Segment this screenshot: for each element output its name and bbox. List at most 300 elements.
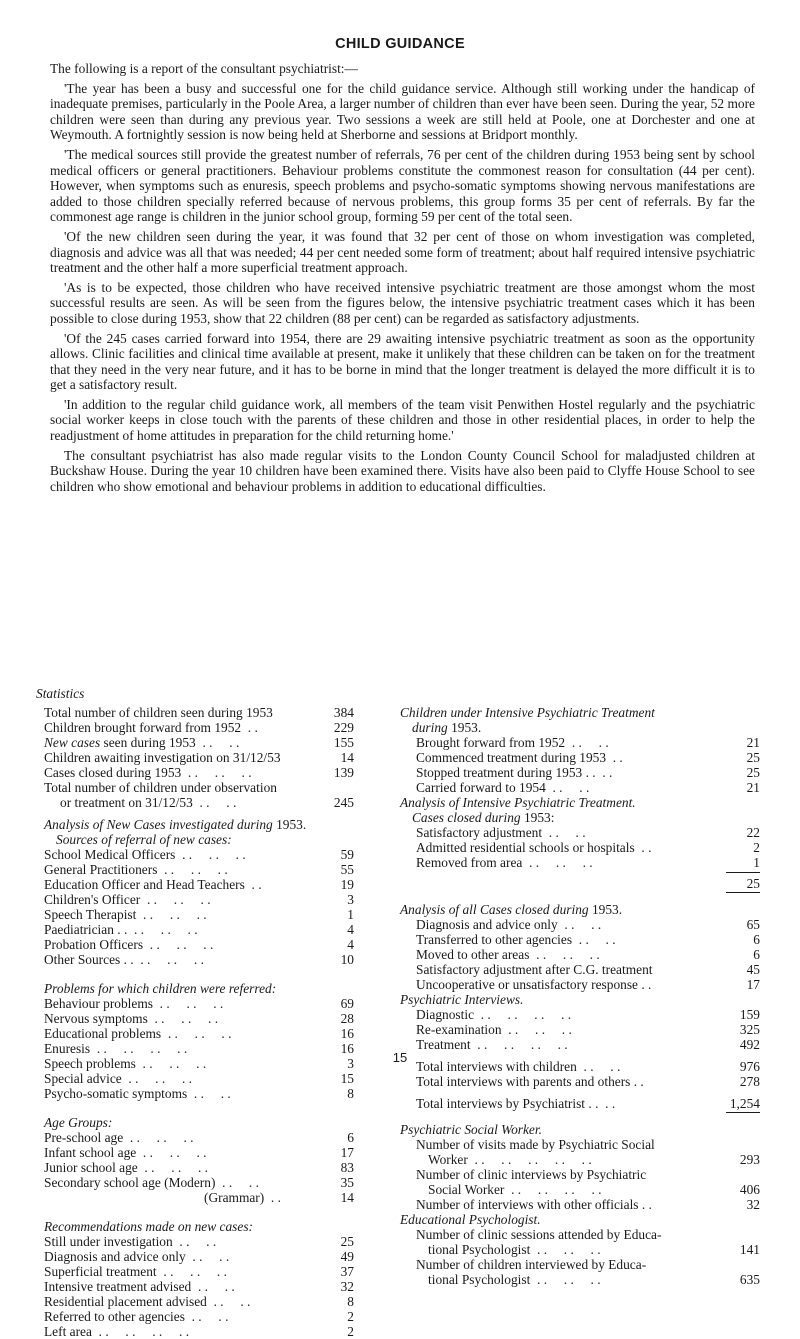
- intro-paragraph: 'As is to be expected, those children who have received intensive psychiatric treatment are those amongst whom the most successful results are seen. As will be seen from the figures below, the intensive psychiatric treatment cases which it has been possible to close during 1953, show that 22 children (88 per cent) can be regarded as satisfactory adjustments.: [50, 279, 755, 326]
- stat-label: [416, 1227, 661, 1242]
- stat-value: 32: [340, 1279, 354, 1294]
- stat-label: [44, 1130, 194, 1145]
- stat-row: [44, 795, 354, 810]
- stat-label: [428, 1272, 601, 1287]
- stat-row: [400, 825, 760, 840]
- stat-label-text: Social Worker: [428, 1182, 505, 1197]
- stat-value: 325: [739, 1022, 760, 1037]
- stat-row: [400, 962, 760, 977]
- age-heading: [44, 1115, 354, 1130]
- stat-label: [44, 847, 246, 862]
- stat-value: 2: [347, 1324, 354, 1339]
- stat-row: [44, 877, 354, 892]
- stat-value: 293: [739, 1152, 760, 1167]
- stat-row: [44, 1234, 354, 1249]
- stat-label-text: Superficial treatment: [44, 1264, 157, 1279]
- stat-value: 45: [746, 962, 760, 977]
- stat-row: [44, 937, 354, 952]
- stat-label-text: Psycho-somatic symptoms: [44, 1086, 188, 1101]
- stat-row: [44, 1264, 354, 1279]
- stat-value: 15: [340, 1071, 354, 1086]
- stat-value: 69: [340, 996, 354, 1011]
- stat-label-text: Education Officer and Head Teachers: [44, 877, 245, 892]
- stat-label-text: General Practitioners: [44, 862, 158, 877]
- leader-dots: . . . .: [184, 1309, 229, 1324]
- stat-value: 1: [347, 907, 354, 922]
- stat-row: [400, 1272, 760, 1287]
- sources-heading: [44, 832, 354, 847]
- stat-label: [44, 1086, 231, 1101]
- interviews-heading: [400, 992, 760, 1007]
- stat-label: [44, 922, 198, 937]
- stat-label-text: Behaviour problems: [44, 996, 153, 1011]
- spacer: [44, 967, 354, 981]
- stat-value: 1,254: [729, 1096, 760, 1111]
- stat-row: [400, 750, 760, 765]
- stat-value: 8: [347, 1086, 354, 1101]
- spacer: [400, 895, 760, 902]
- stat-label-text: Total interviews by Psychiatrist . .: [416, 1096, 599, 1111]
- stat-row: [400, 1182, 760, 1197]
- stat-row: [44, 1324, 354, 1339]
- stat-row: [44, 765, 354, 780]
- spacer: [44, 810, 354, 817]
- stat-value: 55: [340, 862, 354, 877]
- stat-row: [400, 1227, 760, 1242]
- stat-label-text: Speech Therapist: [44, 907, 137, 922]
- leader-dots: . . . .: [557, 917, 602, 932]
- closed-heading-text: Analysis of Intensive Psychiatric Treatment.: [400, 795, 636, 810]
- stat-value: 19: [340, 877, 354, 892]
- stat-label-text: Commenced treatment during 1953: [416, 750, 607, 765]
- total-rule: [400, 1111, 760, 1115]
- stat-label-text: Children awaiting investigation on 31/12/53: [44, 750, 281, 765]
- stat-label-text: Diagnostic: [416, 1007, 475, 1022]
- leader-dots: . . . .: [206, 1294, 251, 1309]
- leader-dots: . . . . . .: [133, 952, 204, 967]
- stat-row: [44, 1026, 354, 1041]
- leader-dots: . . . . . . . .: [470, 1037, 568, 1052]
- leader-dots: . . . . . .: [161, 1026, 232, 1041]
- stat-label: [44, 1279, 235, 1294]
- stat-label: [416, 735, 609, 750]
- stat-label: [44, 1294, 250, 1309]
- leader-dots: . . . .: [565, 735, 609, 750]
- stat-value: 976: [739, 1059, 760, 1074]
- leader-dots: . . . .: [191, 1279, 235, 1294]
- analysis-heading: [44, 817, 354, 832]
- stat-label: [44, 750, 281, 765]
- stat-label: [416, 750, 623, 765]
- stat-label-text: Total number of children seen during 1953: [44, 705, 273, 720]
- leader-dots: . . . .: [192, 795, 237, 810]
- stat-label-text: Satisfactory adjustment: [416, 825, 543, 840]
- heading-year: 1953.: [447, 720, 482, 735]
- leader-dots: . . . . . .: [152, 996, 224, 1011]
- intro-paragraph: 'The medical sources still provide the greatest number of referrals, 76 per cent of the children during 1953 being sent by school medical officers or general practitioners. Behaviour problems constitute the commonest reason for consultation (44 per cent). However, when symptoms such as enuresis, speech problems and psycho-somatic symptoms showing nervous manifestations are added to those children specially referred because of nervous problems, this group forms 35 per cent of referrals. By far the commonest age range is children in the junior school group, forming 59 per cent of the total seen.: [50, 146, 755, 225]
- leader-dots: . .: [244, 877, 262, 892]
- stat-row: [44, 996, 354, 1011]
- sources-heading-text: Sources of referral of new cases:: [56, 832, 232, 847]
- stat-value: 6: [347, 1130, 354, 1145]
- stat-label-text: Enuresis: [44, 1041, 91, 1056]
- stat-label-text: Admitted residential schools or hospitals: [416, 840, 635, 855]
- stat-label: [44, 720, 258, 735]
- leader-dots: . . . .: [172, 1234, 217, 1249]
- stat-label-text: Satisfactory adjustment after C.G. treatment: [416, 962, 653, 977]
- stat-label: [44, 877, 262, 892]
- stat-label: [416, 1167, 646, 1182]
- stat-label-text: tional Psychologist: [428, 1242, 531, 1257]
- stat-label: [44, 705, 273, 720]
- intro-paragraph: 'Of the 245 cases carried forward into 1954, there are 29 awaiting intensive psychiatric treatment as soon as the opportunity allows. Clinic facilities and clinical time available at present, make it unlikely that these children can be taken on for the treatment that they need in the very near future, and it has to be borne in mind that the longer treatment is delayed the more difficult it is to get a satisfactory result.: [50, 330, 755, 393]
- age-heading-text: Age Groups:: [44, 1115, 113, 1130]
- stat-label-text: Total number of children under observation: [44, 780, 277, 795]
- stat-label: [60, 795, 236, 810]
- stat-row: [44, 1279, 354, 1294]
- stat-row: [44, 907, 354, 922]
- stat-label: [44, 1145, 207, 1160]
- stat-label: [416, 1007, 571, 1022]
- leader-dots: . .: [598, 1096, 616, 1111]
- psw-heading-text: Psychiatric Social Worker.: [400, 1122, 542, 1137]
- stat-value: 6: [753, 947, 760, 962]
- stat-label-text: Worker: [428, 1152, 468, 1167]
- stat-value: 492: [739, 1037, 760, 1052]
- stat-label-text: Probation Officers: [44, 937, 144, 952]
- stat-value: 3: [347, 1056, 354, 1071]
- statistics-label: Statistics: [36, 686, 85, 701]
- intensive-heading: [400, 705, 760, 720]
- stat-value: 22: [746, 825, 760, 840]
- stat-value: 25: [746, 750, 760, 765]
- leader-dots: . . . . . .: [140, 892, 211, 907]
- stat-label-text: Number of children interviewed by Educa-: [416, 1257, 647, 1272]
- leader-dots: . . . . . . . .: [504, 1182, 602, 1197]
- stat-row: [400, 780, 760, 795]
- stat-label-text: Other Sources . .: [44, 952, 134, 967]
- stat-label-text: Stopped treatment during 1953 . .: [416, 765, 596, 780]
- stat-row: [400, 1022, 760, 1037]
- stat-value: 8: [347, 1294, 354, 1309]
- stat-value: 3: [347, 892, 354, 907]
- stat-label-text: Secondary school age (Modern): [44, 1175, 216, 1190]
- stat-label: [44, 1324, 189, 1339]
- stat-label-text: Removed from area: [416, 855, 523, 870]
- spacer: [400, 1089, 760, 1096]
- stat-row: [400, 1257, 760, 1272]
- stat-value: 2: [347, 1309, 354, 1324]
- leader-dots: . . . . . . . .: [474, 1007, 572, 1022]
- leader-dots: . . . .: [215, 1175, 259, 1190]
- stat-row: [44, 1130, 354, 1145]
- closed-heading: [400, 795, 760, 810]
- leader-dots: . . . . . . . . . .: [467, 1152, 592, 1167]
- leader-dots: . . . . . .: [136, 907, 207, 922]
- stat-label-text: Intensive treatment advised: [44, 1279, 192, 1294]
- stat-value: 83: [340, 1160, 354, 1175]
- left-statistics-column: [44, 705, 354, 1339]
- stat-label: [44, 1249, 229, 1264]
- stat-label: [44, 907, 207, 922]
- stat-label-text: (Grammar): [204, 1190, 265, 1205]
- stat-value: 1: [753, 855, 760, 870]
- leader-dots: . . . . . .: [181, 765, 252, 780]
- stat-value: 59: [340, 847, 354, 862]
- stat-row: [400, 1242, 760, 1257]
- leader-dots: . . . .: [545, 780, 590, 795]
- intro-text: [50, 61, 755, 498]
- stat-label-text: Paediatrician . .: [44, 922, 128, 937]
- stat-label-text: Special advice: [44, 1071, 122, 1086]
- stat-label: [428, 1182, 602, 1197]
- stat-row: [44, 720, 354, 735]
- stat-value: 159: [739, 1007, 760, 1022]
- intensive-heading-2-text: during: [412, 720, 448, 735]
- stat-label-text: Residential placement advised: [44, 1294, 207, 1309]
- leader-dots: . . . . . .: [136, 1145, 207, 1160]
- stat-row: [400, 917, 760, 932]
- stat-label: [428, 1242, 601, 1257]
- all-closed-heading-text: Analysis of all Cases closed during: [400, 902, 589, 917]
- stat-value: 406: [739, 1182, 760, 1197]
- leader-dots: . .: [264, 1190, 281, 1205]
- stat-label-text: Moved to other areas: [416, 947, 530, 962]
- leader-dots: . .: [241, 720, 258, 735]
- stat-label: [44, 937, 213, 952]
- leader-dots: . . . .: [187, 1086, 231, 1101]
- stat-row: [400, 1074, 760, 1089]
- stat-label: [204, 1190, 281, 1205]
- leader-dots: . . . . . .: [137, 1160, 209, 1175]
- leader-dots: . .: [634, 840, 652, 855]
- leader-dots: . . . . . .: [127, 922, 198, 937]
- leader-dots: . . . . . .: [135, 1056, 207, 1071]
- stat-label: [416, 1074, 644, 1089]
- stat-label: [44, 735, 239, 750]
- stat-label-text: School Medical Officers: [44, 847, 176, 862]
- stat-label-text: Re-examination: [416, 1022, 502, 1037]
- stat-value: 2: [753, 840, 760, 855]
- leader-dots: . . . .: [185, 1249, 230, 1264]
- stat-value: 35: [340, 1175, 354, 1190]
- stat-value: 25: [746, 765, 760, 780]
- leader-dots: . . . . . . . .: [91, 1324, 190, 1339]
- leader-dots: . . . . . .: [175, 847, 246, 862]
- stat-label-text: Number of clinic interviews by Psychiatric: [416, 1167, 647, 1182]
- interviews-heading-text: Psychiatric Interviews.: [400, 992, 524, 1007]
- psw-heading: [400, 1122, 760, 1137]
- intro-paragraph: The following is a report of the consultant psychiatrist:—: [50, 61, 358, 76]
- stat-label: [416, 1022, 572, 1037]
- stat-label: [44, 1175, 259, 1190]
- leader-dots: . . . . . .: [530, 1242, 601, 1257]
- stat-label: [416, 1257, 646, 1272]
- stat-row: [400, 932, 760, 947]
- stat-label-text: Nervous symptoms: [44, 1011, 148, 1026]
- stat-row: [44, 705, 354, 720]
- stat-label-text: Cases closed during 1953: [44, 765, 182, 780]
- intro-paragraph: 'Of the new children seen during the year, it was found that 32 per cent of those on whom investigation was completed, diagnosis and advice was all that was needed; 44 per cent needed some form of treatment; about half required intensive psychiatric treatment and the other half a more superficial treatment approach.: [50, 228, 755, 276]
- stat-value: 14: [340, 1190, 354, 1205]
- stat-label-text: Still under investigation: [44, 1234, 173, 1249]
- stat-row: [44, 1145, 354, 1160]
- stat-row: [44, 1160, 354, 1175]
- stat-row: [400, 977, 760, 992]
- leader-dots: . . . . . .: [156, 1264, 227, 1279]
- intro-paragraph: 'In addition to the regular child guidance work, all members of the team visit Penwithen Hostel regularly and the psychiatric social worker keeps in close touch with the parents of these children and those in other residential places, in order to help the readjustment of home attitudes in preparation for the child returning home.': [50, 396, 755, 444]
- stat-label: [416, 855, 593, 870]
- stat-row: [400, 1137, 760, 1152]
- stat-label: [416, 947, 600, 962]
- stat-row: [44, 952, 354, 967]
- stat-label-text: Children brought forward from 1952: [44, 720, 242, 735]
- recommend-heading: [44, 1219, 354, 1234]
- stat-label-text: Uncooperative or unsatisfactory response . .: [416, 977, 652, 992]
- stat-value: 37: [340, 1264, 354, 1279]
- stat-value: 17: [340, 1145, 354, 1160]
- stat-label-text: Total interviews with parents and others . .: [416, 1074, 644, 1089]
- stat-value: 155: [333, 735, 354, 750]
- closed-total-value: 25: [746, 876, 760, 891]
- leader-dots: . . . . . .: [147, 1011, 219, 1026]
- stat-label: [416, 765, 612, 780]
- stat-row: [44, 735, 354, 750]
- stat-row: [44, 750, 354, 765]
- stat-label-text: Educational problems: [44, 1026, 162, 1041]
- stat-value: 6: [753, 932, 760, 947]
- stat-row: [400, 1152, 760, 1167]
- stat-value: 21: [746, 780, 760, 795]
- heading-year: 1953.: [588, 902, 623, 917]
- stat-value: 16: [340, 1041, 354, 1056]
- stat-row: [44, 1071, 354, 1086]
- stat-value: 278: [739, 1074, 760, 1089]
- stat-label: [44, 996, 223, 1011]
- stat-value: 65: [746, 917, 760, 932]
- stat-label-text: Number of interviews with other officials . .: [416, 1197, 652, 1212]
- stat-value: 21: [746, 735, 760, 750]
- spacer: [44, 1101, 354, 1115]
- stat-label-text: Transferred to other agencies: [416, 932, 573, 947]
- closed-heading-2: [400, 810, 760, 825]
- stat-label: [428, 1152, 592, 1167]
- heading-year: 1953.: [272, 817, 307, 832]
- problems-heading-text: Problems for which children were referred:: [44, 981, 277, 996]
- stat-label-text: Number of visits made by Psychiatric Social: [416, 1137, 655, 1152]
- stat-label: [416, 1137, 655, 1152]
- stat-row: [400, 765, 760, 780]
- stat-row: [44, 847, 354, 862]
- stat-row: [44, 1249, 354, 1264]
- stat-label-text: Number of clinic sessions attended by Educa-: [416, 1227, 662, 1242]
- stat-label: [416, 977, 651, 992]
- stat-label-text: Left area: [44, 1324, 92, 1339]
- stat-value: 28: [340, 1011, 354, 1026]
- leader-dots: . . . . . .: [123, 1130, 194, 1145]
- stat-value: 245: [333, 795, 354, 810]
- intensive-heading-text: Children under Intensive Psychiatric Treatment: [400, 705, 655, 720]
- stat-value: 17: [746, 977, 760, 992]
- stat-value: 14: [340, 750, 354, 765]
- stat-label: [44, 952, 204, 967]
- stat-value: 384: [333, 705, 354, 720]
- stat-value: 4: [347, 922, 354, 937]
- stat-row: [44, 1309, 354, 1324]
- leader-dots: . . . . . .: [530, 1272, 601, 1287]
- stat-label-text: Speech problems: [44, 1056, 136, 1071]
- stat-row: [44, 1190, 354, 1205]
- stat-label: [416, 932, 616, 947]
- intro-paragraph: 'The year has been a busy and successful one for the child guidance service. Although still working under the handicap of inadequate premises, particularly in the Poole Area, a larger number of children than ever have been seen. During the year, 52 more children were seen than during any previous year. Two sessions a week are still held at Poole, one at Dorchester and one at Weymouth. A fortnightly session is now being held at Sherborne and sessions at Bridport monthly.: [50, 80, 755, 143]
- stat-row: [44, 1086, 354, 1101]
- stat-row: [44, 922, 354, 937]
- stat-label: [416, 1197, 652, 1212]
- stat-value: 141: [739, 1242, 760, 1257]
- leader-dots: . . . .: [572, 932, 616, 947]
- page-number: 15: [392, 1050, 408, 1065]
- stat-label-text: Total interviews with children: [416, 1059, 577, 1074]
- recommend-heading-text: Recommendations made on new cases:: [44, 1219, 253, 1234]
- stat-label: [416, 962, 653, 977]
- stat-row: [44, 1011, 354, 1026]
- stat-label-text: Infant school age: [44, 1145, 137, 1160]
- leader-dots: . . . .: [195, 735, 240, 750]
- right-statistics-column: [400, 705, 760, 1287]
- stat-row: [44, 892, 354, 907]
- stat-row: [44, 1294, 354, 1309]
- closed-heading-2-text: Cases closed during: [412, 810, 521, 825]
- leader-dots: . .: [606, 750, 623, 765]
- stat-label: [44, 892, 211, 907]
- stat-row: [400, 735, 760, 750]
- stat-label-text: Diagnosis and advice only: [44, 1249, 186, 1264]
- leader-dots: . . . . . .: [157, 862, 228, 877]
- stat-row: [44, 1175, 354, 1190]
- stat-label: [416, 840, 651, 855]
- stat-label: [44, 1264, 227, 1279]
- leader-dots: . . . . . .: [522, 855, 593, 870]
- leader-dots: . . . . . .: [501, 1022, 572, 1037]
- edpsych-heading: [400, 1212, 760, 1227]
- stat-label-text: Carried forward to 1954: [416, 780, 546, 795]
- stat-row: [400, 1197, 760, 1212]
- heading-year: 1953:: [520, 810, 555, 825]
- stat-value: 49: [340, 1249, 354, 1264]
- stat-value: 10: [340, 952, 354, 967]
- analysis-heading-text: Analysis of New Cases investigated during: [44, 817, 273, 832]
- stat-label: [44, 1160, 208, 1175]
- stat-value: 635: [739, 1272, 760, 1287]
- page-title: CHILD GUIDANCE: [335, 36, 465, 52]
- stat-label-text: Junior school age: [44, 1160, 138, 1175]
- stat-row: [400, 1007, 760, 1022]
- edpsych-heading-text: Educational Psychologist.: [400, 1212, 541, 1227]
- stat-label-text: Diagnosis and advice only: [416, 917, 558, 932]
- stat-value: 139: [333, 765, 354, 780]
- stat-row: [44, 780, 354, 795]
- leader-dots: . . . .: [576, 1059, 621, 1074]
- intro-paragraph: The consultant psychiatrist has also made regular visits to the London County Council School for maladjusted children at Buckshaw House. During the year 10 children have been examined there. Visits have also been paid to Clyffe House School to see children who show emotional and behaviour problems in addition to educational difficulties.: [50, 447, 755, 494]
- leader-dots: . . . .: [542, 825, 586, 840]
- stat-label-text: Treatment: [416, 1037, 471, 1052]
- stat-label: [44, 780, 277, 795]
- stat-value: 229: [333, 720, 354, 735]
- stat-label: [44, 862, 228, 877]
- stat-label: [44, 1071, 192, 1086]
- stat-label: [44, 1309, 228, 1324]
- stat-label: [416, 917, 601, 932]
